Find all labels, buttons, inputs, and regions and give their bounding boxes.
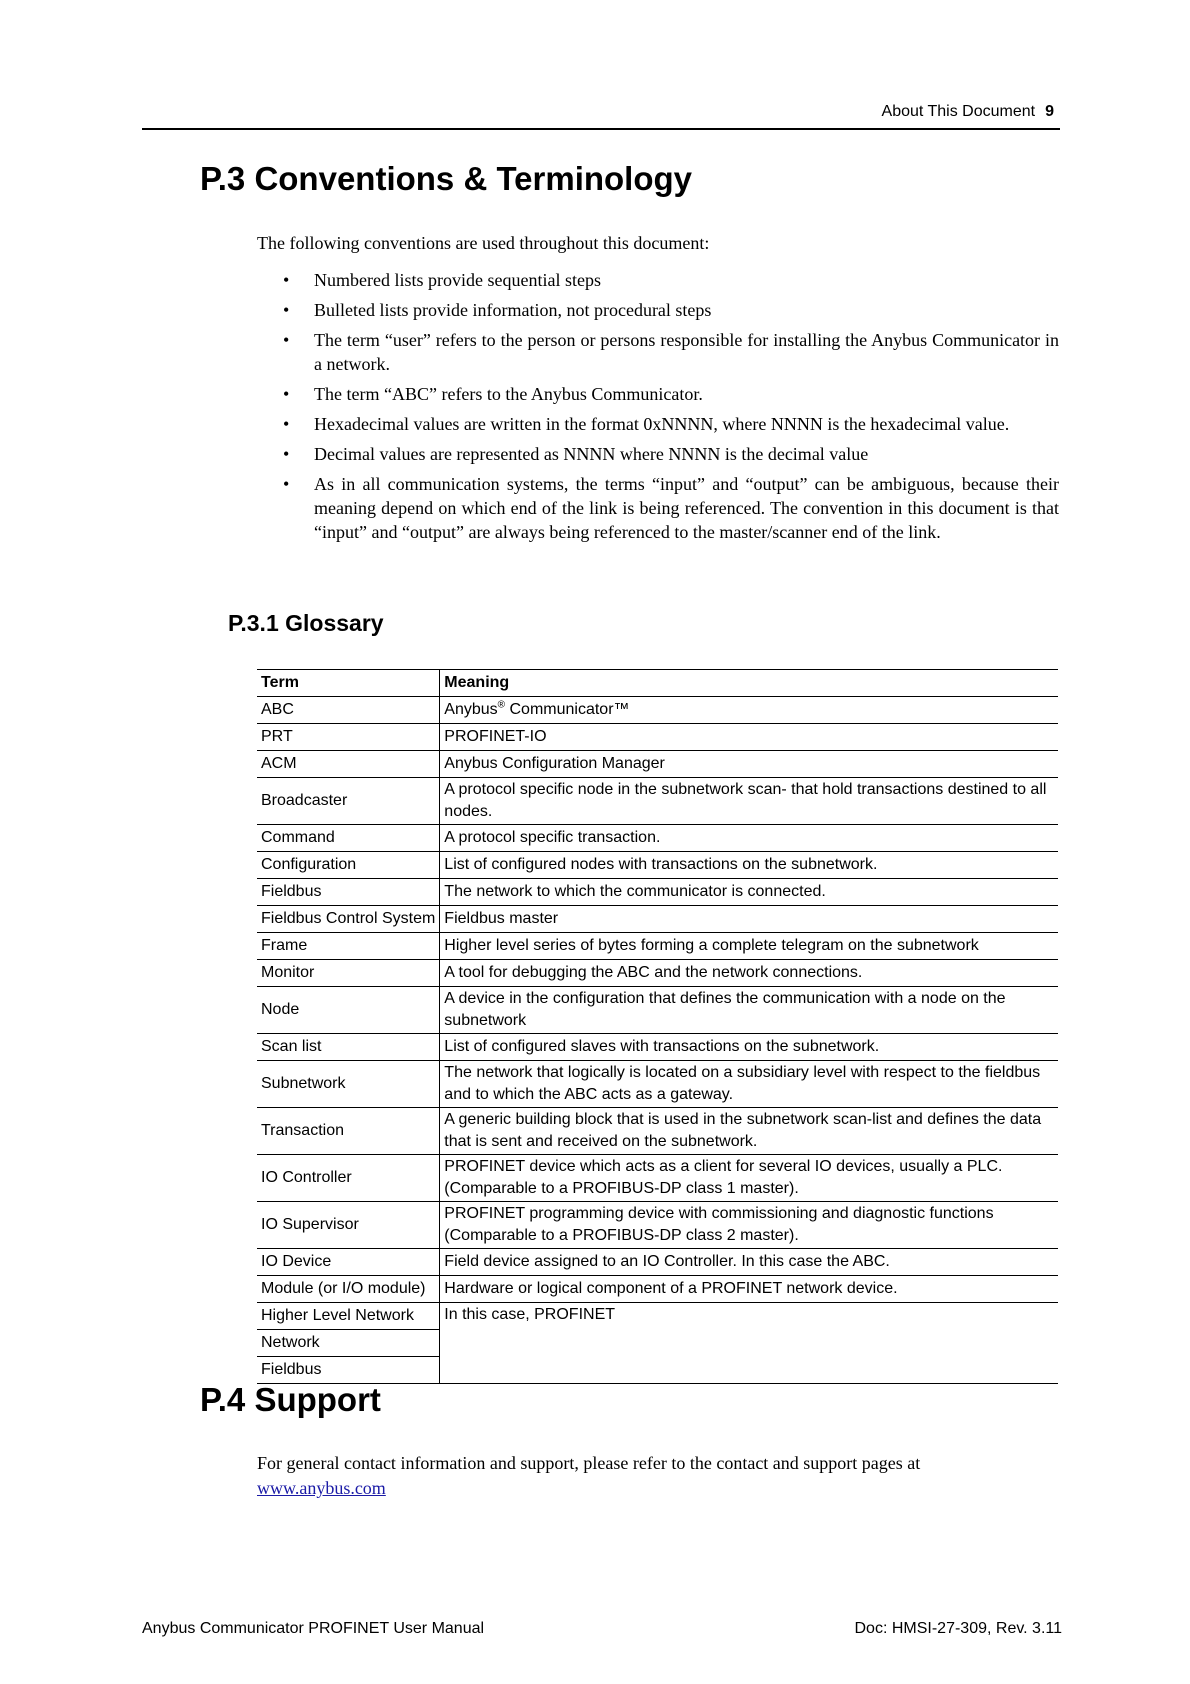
column-header-meaning: Meaning (440, 670, 1058, 697)
term-cell: Fieldbus (257, 1357, 440, 1384)
term-cell: Fieldbus (257, 879, 440, 906)
table-row (257, 1202, 1058, 1249)
table-row (257, 778, 1058, 825)
table-row (257, 879, 1058, 906)
table-row (257, 697, 1058, 724)
term-cell: Node (257, 987, 440, 1034)
meaning-cell: PROFINET-IO (440, 724, 1058, 751)
meaning-cell: PROFINET device which acts as a client for several IO devices, usually a PLC. (Comparable to a PROFIBUS-DP class 1 master). (440, 1155, 1058, 1202)
meaning-cell: A protocol specific transaction. (440, 825, 1058, 852)
support-text: For general contact information and support, please refer to the contact and support pages at (257, 1453, 921, 1473)
term-cell: ACM (257, 751, 440, 778)
table-row (257, 1249, 1058, 1276)
meaning-cell: In this case, PROFINET (440, 1303, 1058, 1384)
term-cell: Network (257, 1330, 440, 1357)
table-row (257, 1034, 1058, 1061)
table-row (257, 906, 1058, 933)
section-heading-conventions: P.3 Conventions & Terminology (200, 160, 693, 197)
list-item-text: Bulleted lists provide information, not procedural steps (314, 300, 712, 320)
list-item-text: The term “user” refers to the person or persons responsible for installing the Anybus Communicator in a network. (314, 330, 1059, 374)
glossary-body (257, 697, 1058, 1384)
term-cell: Module (or I/O module) (257, 1276, 440, 1303)
meaning-cell: A device in the configuration that defines the communication with a node on the subnetwork (440, 987, 1058, 1034)
bullet-glyph: • (283, 270, 290, 290)
abc-meaning-text: Anybus (444, 701, 498, 718)
term-cell: Broadcaster (257, 778, 440, 825)
meaning-cell: List of configured slaves with transactions on the subnetwork. (440, 1034, 1058, 1061)
term-cell: Configuration (257, 852, 440, 879)
bullet-glyph: • (283, 384, 290, 404)
bullet-glyph: • (283, 300, 290, 320)
conventions-intro: The following conventions are used throughout this document: (257, 233, 710, 253)
table-row (257, 1155, 1058, 1202)
bullet-glyph: • (283, 444, 290, 464)
list-item-text: As in all communication systems, the terms “input” and “output” can be ambiguous, because their meaning depend on which end of the link is being referenced. The convention in this document is that “input” and “output” are always being referenced to the master/scanner end of the link. (314, 474, 1059, 542)
header-section-title: About This Document (881, 103, 1036, 120)
header-text (882, 103, 1054, 121)
table-row (257, 724, 1058, 751)
term-cell: Subnetwork (257, 1061, 440, 1108)
list-item (257, 472, 1059, 544)
list-item-text: The term “ABC” refers to the Anybus Communicator. (314, 384, 703, 404)
meaning-cell (440, 697, 1058, 724)
meaning-cell: Hardware or logical component of a PROFINET network device. (440, 1276, 1058, 1303)
section-heading-support: P.4 Support (200, 1381, 381, 1418)
bullet-glyph: • (283, 474, 290, 494)
list-item-text: Numbered lists provide sequential steps (314, 270, 601, 290)
meaning-cell: Anybus Configuration Manager (440, 751, 1058, 778)
term-cell: Transaction (257, 1108, 440, 1155)
running-header (142, 100, 1060, 130)
table-row (257, 751, 1058, 778)
table-row (257, 960, 1058, 987)
table-row (257, 1061, 1058, 1108)
glossary-table (257, 669, 1058, 1384)
meaning-cell: A protocol specific node in the subnetwork scan- that hold transactions destined to all nodes. (440, 778, 1058, 825)
term-cell: Monitor (257, 960, 440, 987)
table-row (257, 825, 1058, 852)
meaning-cell: Fieldbus master (440, 906, 1058, 933)
meaning-cell: The network to which the communicator is connected. (440, 879, 1058, 906)
section-heading-glossary: P.3.1 Glossary (228, 610, 384, 636)
term-cell: Frame (257, 933, 440, 960)
abc-meaning-suffix: Communicator™ (505, 701, 630, 718)
term-cell: IO Controller (257, 1155, 440, 1202)
list-item (257, 442, 1059, 466)
term-cell: Higher Level Network (257, 1303, 440, 1330)
meaning-cell: A generic building block that is used in the subnetwork scan-list and defines the data that is sent and received on the subnetwork. (440, 1108, 1058, 1155)
conventions-list (257, 268, 1059, 550)
table-row (257, 852, 1058, 879)
footer-document-title: Anybus Communicator PROFINET User Manual (142, 1620, 485, 1637)
list-item (257, 382, 1059, 406)
table-row (257, 987, 1058, 1034)
term-cell: PRT (257, 724, 440, 751)
footer-document-number: Doc: HMSI-27-309, Rev. 3.11 (854, 1620, 1062, 1637)
bullet-glyph: • (283, 414, 290, 434)
meaning-cell: Higher level series of bytes forming a complete telegram on the subnetwork (440, 933, 1058, 960)
term-cell: ABC (257, 697, 440, 724)
meaning-cell: A tool for debugging the ABC and the network connections. (440, 960, 1058, 987)
list-item (257, 328, 1059, 376)
term-cell: IO Supervisor (257, 1202, 440, 1249)
term-cell: IO Device (257, 1249, 440, 1276)
support-paragraph (257, 1451, 1017, 1501)
column-header-term: Term (257, 670, 440, 697)
table-row (257, 1276, 1058, 1303)
bullet-glyph: • (283, 330, 290, 350)
list-item (257, 268, 1059, 292)
term-cell: Fieldbus Control System (257, 906, 440, 933)
table-header-row (257, 670, 1058, 697)
term-cell: Scan list (257, 1034, 440, 1061)
page-number: 9 (1045, 103, 1054, 120)
list-item-text: Hexadecimal values are written in the format 0xNNNN, where NNNN is the hexadecimal value. (314, 414, 1010, 434)
table-row (257, 1303, 1058, 1330)
registered-mark: ® (497, 699, 506, 711)
meaning-cell: List of configured nodes with transactions on the subnetwork. (440, 852, 1058, 879)
list-item (257, 412, 1059, 436)
meaning-cell: PROFINET programming device with commissioning and diagnostic functions (Comparable to a PROFIBUS-DP class 2 master). (440, 1202, 1058, 1249)
meaning-cell: Field device assigned to an IO Controller. In this case the ABC. (440, 1249, 1058, 1276)
support-link[interactable]: www.anybus.com (257, 1478, 386, 1498)
table-row (257, 1108, 1058, 1155)
term-cell: Command (257, 825, 440, 852)
list-item-text: Decimal values are represented as NNNN where NNNN is the decimal value (314, 444, 869, 464)
table-row (257, 933, 1058, 960)
list-item (257, 298, 1059, 322)
meaning-cell: The network that logically is located on a subsidiary level with respect to the fieldbus and to which the ABC acts as a gateway. (440, 1061, 1058, 1108)
